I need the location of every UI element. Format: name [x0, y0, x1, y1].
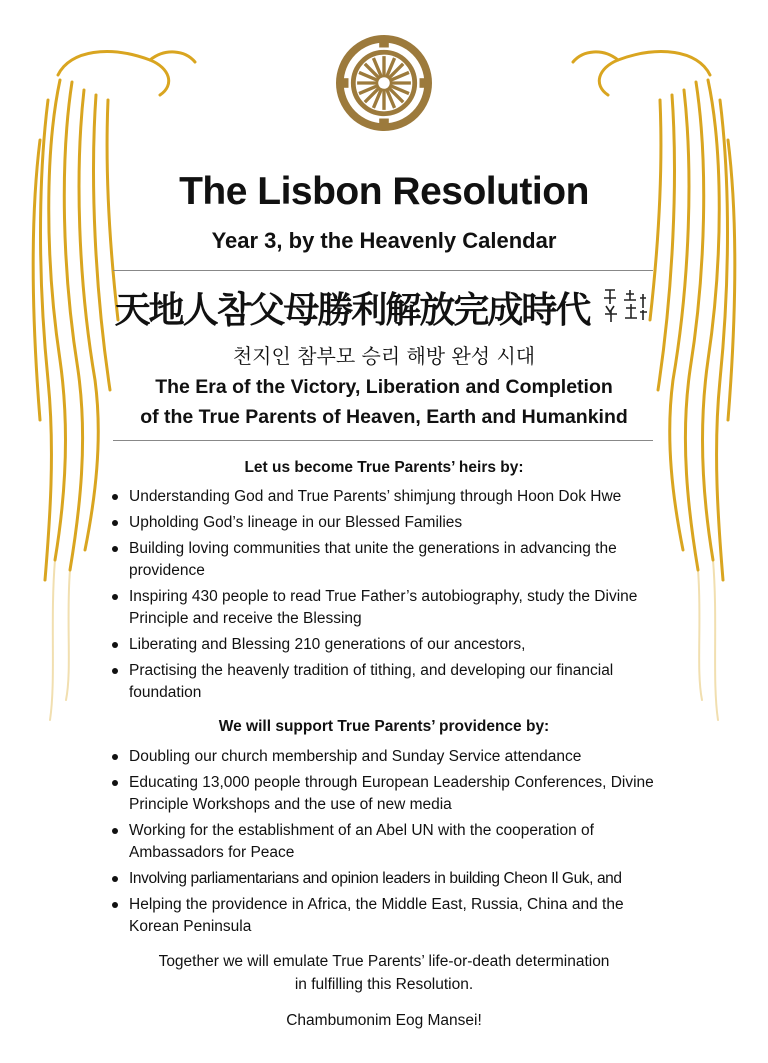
heirs-heading: Let us become True Parents’ heirs by: [244, 459, 524, 476]
bullet-icon [112, 494, 118, 500]
closing-line-2: in fulfilling this Resolution. [294, 976, 474, 993]
bullet-icon [112, 902, 118, 908]
support-list [110, 746, 670, 942]
unification-emblem-icon [336, 35, 432, 131]
bullet-icon [112, 754, 118, 760]
korean-motto: 천지인 참부모 승리 해방 완성 시대 [232, 344, 536, 368]
list-item: Inspiring 430 people to read True Father’s autobiography, study the Divine Principle and receive the Blessing [110, 586, 670, 630]
list-item: Educating 13,000 people through European Leadership Conferences, Divine Principle Workshops and the use of new media [110, 772, 670, 816]
list-item: Understanding God and True Parents’ shimjung through Hoon Dok Hwe [110, 486, 670, 508]
closing-mansei: Chambumonim Eog Mansei! [286, 1012, 482, 1029]
list-item: Practising the heavenly tradition of tithing, and developing our financial foundation [110, 660, 670, 704]
bullet-icon [112, 828, 118, 834]
calligraphy-motto: 天地人참父母勝利解放完成時代 [114, 289, 590, 331]
list-item: Working for the establishment of an Abel UN with the cooperation of Ambassadors for Peace [110, 820, 670, 864]
list-item: Helping the providence in Africa, the Middle East, Russia, China and the Korean Peninsula [110, 894, 670, 938]
support-heading: We will support True Parents’ providence by: [218, 718, 550, 735]
bullet-icon [112, 520, 118, 526]
bullet-icon [112, 642, 118, 648]
list-item: Building loving communities that unite the generations in advancing the providence [110, 538, 670, 582]
list-item: Doubling our church membership and Sunday Service attendance [110, 746, 670, 768]
list-item: Involving parliamentarians and opinion leaders in building Cheon Il Guk, and [110, 868, 670, 890]
closing-line-1: Together we will emulate True Parents’ life-or-death determination [158, 953, 610, 970]
bullet-icon [112, 780, 118, 786]
divider-top [113, 270, 653, 271]
bullet-icon [112, 594, 118, 600]
bullet-icon [112, 876, 118, 882]
calligraphy-seal-icon [600, 284, 650, 324]
english-motto-line-1: The Era of the Victory, Liberation and Completion [155, 376, 613, 398]
bullet-icon [112, 668, 118, 674]
closing-statement [0, 950, 768, 996]
heirs-list [110, 486, 670, 708]
divider-bottom [113, 440, 653, 441]
english-motto [0, 372, 768, 432]
document-title: The Lisbon Resolution [179, 170, 589, 213]
english-motto-line-2: of the True Parents of Heaven, Earth and Humankind [140, 406, 628, 428]
bullet-icon [112, 546, 118, 552]
list-item: Upholding God’s lineage in our Blessed Families [110, 512, 670, 534]
document-subtitle: Year 3, by the Heavenly Calendar [211, 228, 557, 253]
list-item: Liberating and Blessing 210 generations of our ancestors, [110, 634, 670, 656]
